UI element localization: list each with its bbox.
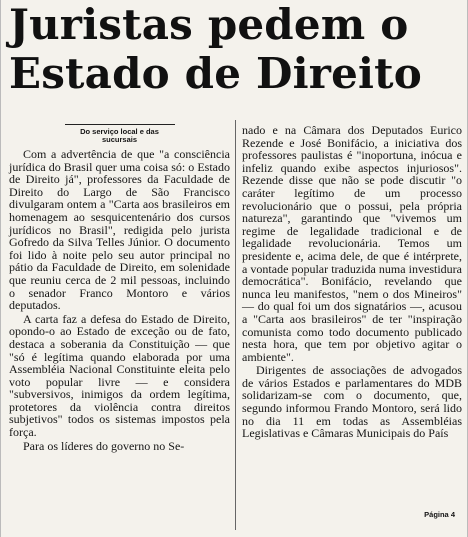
- credit-line-2: sucursais: [101, 135, 138, 144]
- page-number: Página 4: [424, 510, 455, 519]
- paragraph: Para os líderes do governo no Se-: [23, 438, 185, 453]
- credit-rule: [65, 124, 175, 125]
- headline: [9, 0, 465, 98]
- headline-line-2: Estado de Direito: [9, 49, 422, 98]
- paragraph: Dirigentes de associações de advogados de vários Estados e parlamentares do MDB solidarizam-se com o documento, que, segundo informou Frando Montoro, será lido no dia 11 em todas as Assembléias Legislativas e Câmaras Municipais do País: [242, 363, 462, 441]
- credit-line-1: Do serviço local e das: [80, 127, 159, 136]
- headline-line-1: Juristas pedem o: [9, 0, 409, 49]
- column-divider: [235, 120, 236, 530]
- paragraph: Com a advertência de que "a consciência jurídica do Brasil quer uma coisa só: o Estado de Direito já", professores da Faculdade de Direito do Largo de São Francisco divulgaram ontem a "Carta aos brasileiros em homenagem ao sesquicentenário dos cursos jurídicos no Brasil", redigida pelo jurista Gofredo da Silva Telles Júnior. O documento foi lido à noite pelo seu autor principal no pátio da Faculdade de Direito, em solenidade que reuniu cerca de 2 mil pessoas, incluindo o senador Franco Montoro e vários deputados.: [9, 147, 230, 313]
- article-column-right: [242, 124, 462, 440]
- paragraph: A carta faz a defesa do Estado de Direito, opondo-o ao Estado de exceção ou de fato, destaca a soberania da Constituição — que "só é legítima quando elaborada por uma Assembléia Nacional Constituinte eleita pelo voto popular livre — e considera "subversivos, inimigos da ordem legítima, protetores da violência contra direitos subjetivos" todos os sistemas impostos pela força.: [9, 311, 230, 440]
- byline-credit: [9, 124, 230, 144]
- article-column-left: [9, 124, 230, 452]
- paragraph: nado e na Câmara dos Deputados Eurico Rezende e José Bonifácio, a iniciativa dos professores paulistas é "inoportuna, inócua e infeliz quando exibe aspectos injuriosos". Rezende disse que não se pode discutir "o caráter legítimo de um processo revolucionário que o possui, pela própria natureza", garantindo que "vivemos um regime de legalidade tradicional e de legalidade revolucionária. Temos um presidente e, acima dele, de que é intérprete, a vontade popular traduzida numa investidura democrática". Bonifácio, revelando que nunca leu manifestos, "nem o dos Mineiros" — do qual foi um dos signatários —, acusou a "Carta aos brasileiros" de ter "inspiração comunista como todo documento publicado nesta hora, que tem por objetivo agitar o ambiente".: [242, 123, 462, 364]
